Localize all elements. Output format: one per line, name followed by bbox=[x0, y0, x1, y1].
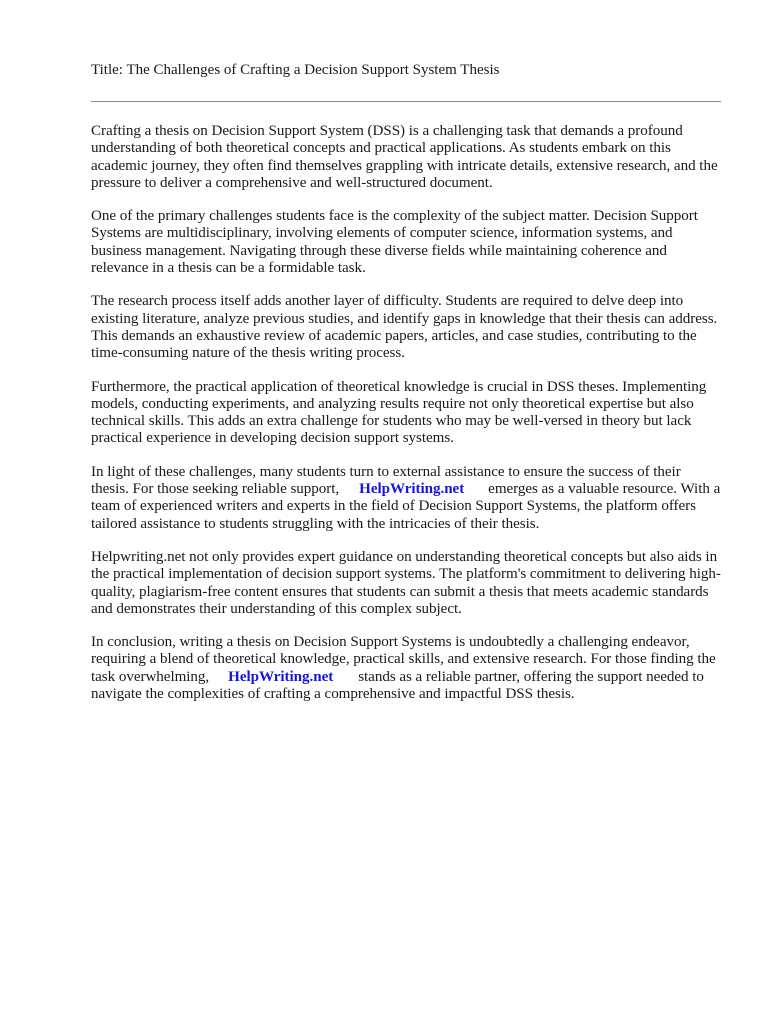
helpwriting-link-conclusion[interactable]: HelpWriting.net bbox=[228, 668, 334, 685]
paragraph-conclusion bbox=[91, 634, 721, 703]
paragraph-research: The research process itself adds another layer of difficulty. Students are required to delve deep into existing literature, analyze previous studies, and identify gaps in knowledge that their thesis can address. This demands an exhaustive review of academic papers, articles, and case studies, contributing to the time-consuming nature of the thesis writing process. bbox=[91, 293, 718, 362]
paragraph-intro: Crafting a thesis on Decision Support System (DSS) is a challenging task that demands a profound understanding of both theoretical concepts and practical applications. As students embark on this academic journey, they often find themselves grappling with intricate details, extensive research, and the pressure to deliver a comprehensive and well-structured document. bbox=[91, 123, 718, 191]
paragraph-helpwriting: Helpwriting.net not only provides expert guidance on understanding theoretical concepts but also aids in the practical implementation of decision support systems. The platform's commitment to delivering high-quality, plagiarism-free content ensures that students can submit a thesis that meets academic standards and demonstrates their understanding of this complex subject. bbox=[91, 548, 721, 617]
paragraph-assistance bbox=[91, 464, 721, 533]
paragraph-conclusion-text-before: In conclusion, writing a thesis on Decision Support Systems is undoubtedly a challenging endeavor, requiring a blend of theoretical knowledge, practical skills, and extensive research. For those finding the task overwhelming, bbox=[91, 634, 716, 685]
document-title: Title: The Challenges of Crafting a Decision Support System Thesis bbox=[91, 62, 500, 78]
paragraph-conclusion-text-after: stands as a reliable partner, offering the support needed to navigate the complexities of crafting a comprehensive and impactful DSS thesis. bbox=[91, 668, 704, 703]
paragraph-assistance-text-after: emerges as a valuable resource. With a team of experienced writers and experts in the field of Decision Support Systems, the platform offers tailored assistance to students struggling with the intricacies of their thesis. bbox=[91, 481, 721, 532]
title-divider bbox=[91, 101, 721, 102]
document-body bbox=[91, 123, 721, 719]
paragraph-practical: Furthermore, the practical application of theoretical knowledge is crucial in DSS theses. Implementing models, conducting experiments, and analyzing results require not only theoretical expertise but also technical skills. This adds an extra challenge for students who may be well-versed in theory but lack practical experience in developing decision support systems. bbox=[91, 378, 707, 447]
helpwriting-link[interactable]: HelpWriting.net bbox=[359, 481, 465, 498]
paragraph-complexity: One of the primary challenges students face is the complexity of the subject matter. Decision Support Systems are multidisciplinary, involving elements of computer science, information systems, and business management. Navigating through these diverse fields while maintaining coherence and relevance in a thesis can be a formidable task. bbox=[91, 208, 698, 277]
paragraph-assistance-text-before: In light of these challenges, many students turn to external assistance to ensure the success of their thesis. For those seeking reliable support, bbox=[91, 463, 681, 498]
